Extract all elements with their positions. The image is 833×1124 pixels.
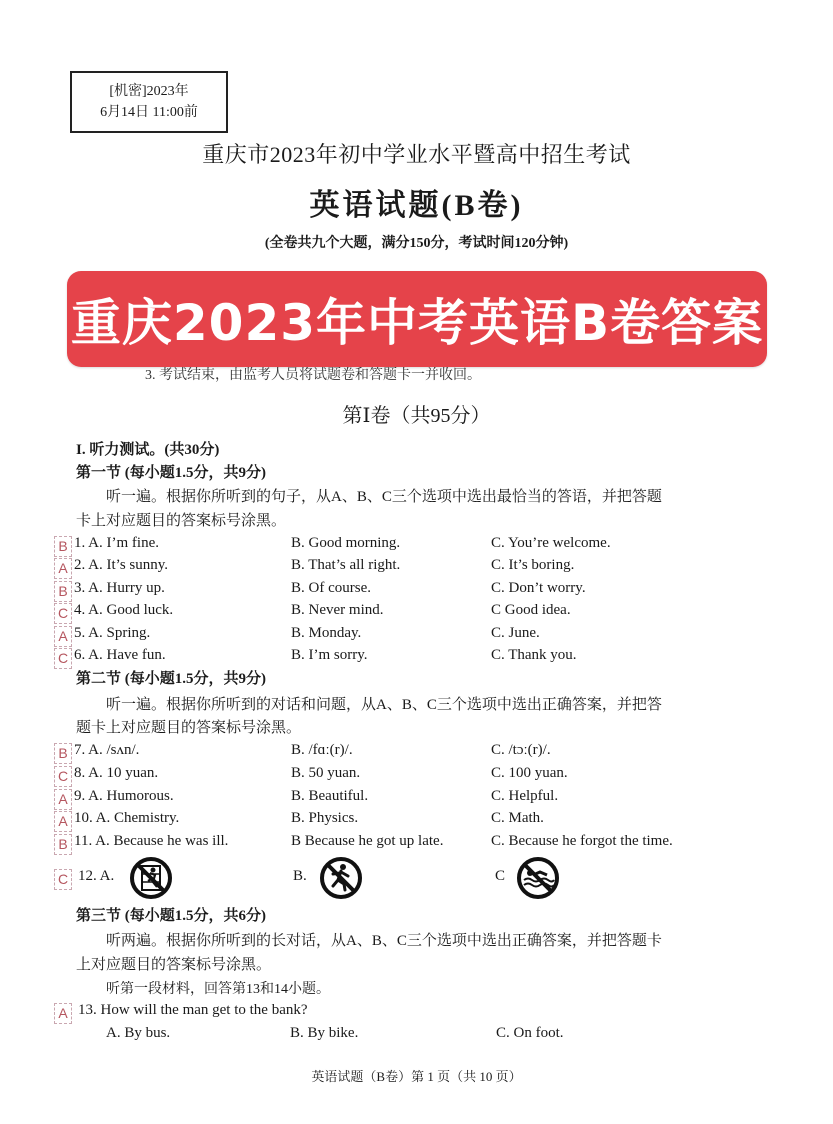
option-a: 10. A. Chemistry. — [74, 810, 180, 826]
option-b: B. Monday. — [291, 625, 362, 641]
answer-mark: B — [54, 536, 72, 557]
confidential-line-2: 6月14日 11:00前 — [100, 105, 198, 120]
sub1-instruction-2: 卡上对应题目的答案标号涂黑。 — [76, 513, 287, 529]
no-running-sign-icon — [319, 856, 363, 900]
page-footer: 英语试题（B卷）第 1 页（共 10 页） — [311, 1069, 522, 1084]
option-a: A. By bus. — [106, 1025, 171, 1041]
option-a: 6. A. Have fun. — [74, 647, 166, 663]
sub1-instruction-1: 听一遍。根据你所听到的句子，从A、B、C三个选项中选出最恰当的答语，并把答题 — [106, 489, 662, 505]
answer-mark: C — [54, 766, 72, 787]
option-a: 5. A. Spring. — [74, 625, 151, 641]
no-climbing-sign-icon — [129, 856, 173, 900]
question-row-12 — [0, 868, 833, 890]
banner-text: 重庆2023年中考英语B卷答案 — [70, 294, 764, 352]
answer-mark: A — [54, 626, 72, 647]
option-c: C. 100 yuan. — [491, 765, 568, 781]
question-row — [0, 535, 833, 557]
option-a: 8. A. 10 yuan. — [74, 765, 159, 781]
sub2-title: 第二节 (每小题1.5分，共9分) — [76, 671, 266, 687]
option-b: B Because he got up late. — [291, 833, 444, 849]
option-c: C. It’s boring. — [491, 557, 575, 573]
sub2-instruction-1: 听一遍。根据你所听到的对话和问题，从A、B、C三个选项中选出正确答案，并把答 — [106, 697, 662, 713]
answer-mark: B — [54, 743, 72, 764]
exam-title: 重庆市2023年初中学业水平暨高中招生考试 — [202, 142, 631, 167]
option-a-label: 12. A. — [78, 868, 115, 884]
option-b: B. I’m sorry. — [291, 647, 368, 663]
paper-note: (全卷共九个大题，满分150分，考试时间120分钟) — [264, 236, 569, 251]
sub3-instruction-2: 上对应题目的答案标号涂黑。 — [76, 957, 272, 973]
option-a: 2. A. It’s sunny. — [74, 557, 169, 573]
option-b: B. Of course. — [291, 580, 371, 596]
option-c-label: C — [495, 868, 506, 884]
answer-mark: A — [54, 811, 72, 832]
option-c: C. June. — [491, 625, 540, 641]
option-c: C. Don’t worry. — [491, 580, 586, 596]
option-c: C. On foot. — [496, 1025, 564, 1041]
option-b: B. Good morning. — [291, 535, 401, 551]
sub2-instruction-2: 题卡上对应题目的答案标号涂黑。 — [76, 720, 302, 736]
option-a: 4. A. Good luck. — [74, 602, 174, 618]
question-row — [0, 765, 833, 787]
option-c: C. Math. — [491, 810, 544, 826]
material-note: 听第一段材料，回答第13和14小题。 — [106, 982, 330, 997]
option-a: 7. A. /sʌn/. — [74, 742, 140, 758]
option-c: C. Thank you. — [491, 647, 577, 663]
option-b: B. Never mind. — [291, 602, 384, 618]
paper-title: 英语试题(B卷) — [309, 189, 524, 222]
answer-mark: A — [54, 1003, 72, 1024]
section-title: I. 听力测试。(共30分) — [76, 442, 220, 458]
answer-mark: B — [54, 581, 72, 602]
option-b: B. Physics. — [291, 810, 359, 826]
option-b: B. 50 yuan. — [291, 765, 361, 781]
options-row-13 — [0, 1025, 833, 1047]
option-b: B. That’s all right. — [291, 557, 401, 573]
option-b: B. By bike. — [290, 1025, 359, 1041]
part-title: 第Ⅰ卷（共95分） — [342, 405, 491, 427]
option-c: C. You’re welcome. — [491, 535, 611, 551]
option-a: 9. A. Humorous. — [74, 788, 174, 804]
no-swimming-sign-icon — [516, 856, 560, 900]
option-c: C Good idea. — [491, 602, 571, 618]
confidential-box — [70, 71, 228, 133]
answer-mark: C — [54, 869, 72, 890]
option-c: C. /tɔː(r)/. — [491, 742, 551, 758]
answer-mark: B — [54, 834, 72, 855]
hidden-instruction-note: 3. 考试结束，由监考人员将试题卷和答题卡一并收回。 — [145, 368, 481, 383]
confidential-line-1: [机密]2023年 — [109, 84, 189, 99]
question-row — [0, 625, 833, 647]
question-row — [0, 833, 833, 855]
answer-banner — [67, 271, 767, 367]
question-row — [0, 647, 833, 669]
answer-mark: C — [54, 603, 72, 624]
question-row — [0, 557, 833, 579]
answer-mark: A — [54, 558, 72, 579]
question-row-13 — [0, 1002, 833, 1024]
option-b: B. Beautiful. — [291, 788, 369, 804]
sub3-instruction-1: 听两遍。根据你所听到的长对话，从A、B、C三个选项中选出正确答案，并把答题卡 — [106, 933, 662, 949]
option-c: C. Helpful. — [491, 788, 559, 804]
option-a: 3. A. Hurry up. — [74, 580, 165, 596]
sub3-title: 第三节 (每小题1.5分，共6分) — [76, 908, 266, 924]
sub1-title: 第一节 (每小题1.5分，共9分) — [76, 465, 266, 481]
question-row — [0, 742, 833, 764]
option-a: 11. A. Because he was ill. — [74, 833, 229, 849]
option-c: C. Because he forgot the time. — [491, 833, 673, 849]
question-text: 13. How will the man get to the bank? — [78, 1002, 308, 1018]
question-row — [0, 788, 833, 810]
answer-mark: A — [54, 789, 72, 810]
question-row — [0, 810, 833, 832]
option-b-label: B. — [293, 868, 307, 884]
option-b: B. /fɑː(r)/. — [291, 742, 353, 758]
answer-mark: C — [54, 648, 72, 669]
question-row — [0, 602, 833, 624]
question-row — [0, 580, 833, 602]
option-a: 1. A. I’m fine. — [74, 535, 159, 551]
